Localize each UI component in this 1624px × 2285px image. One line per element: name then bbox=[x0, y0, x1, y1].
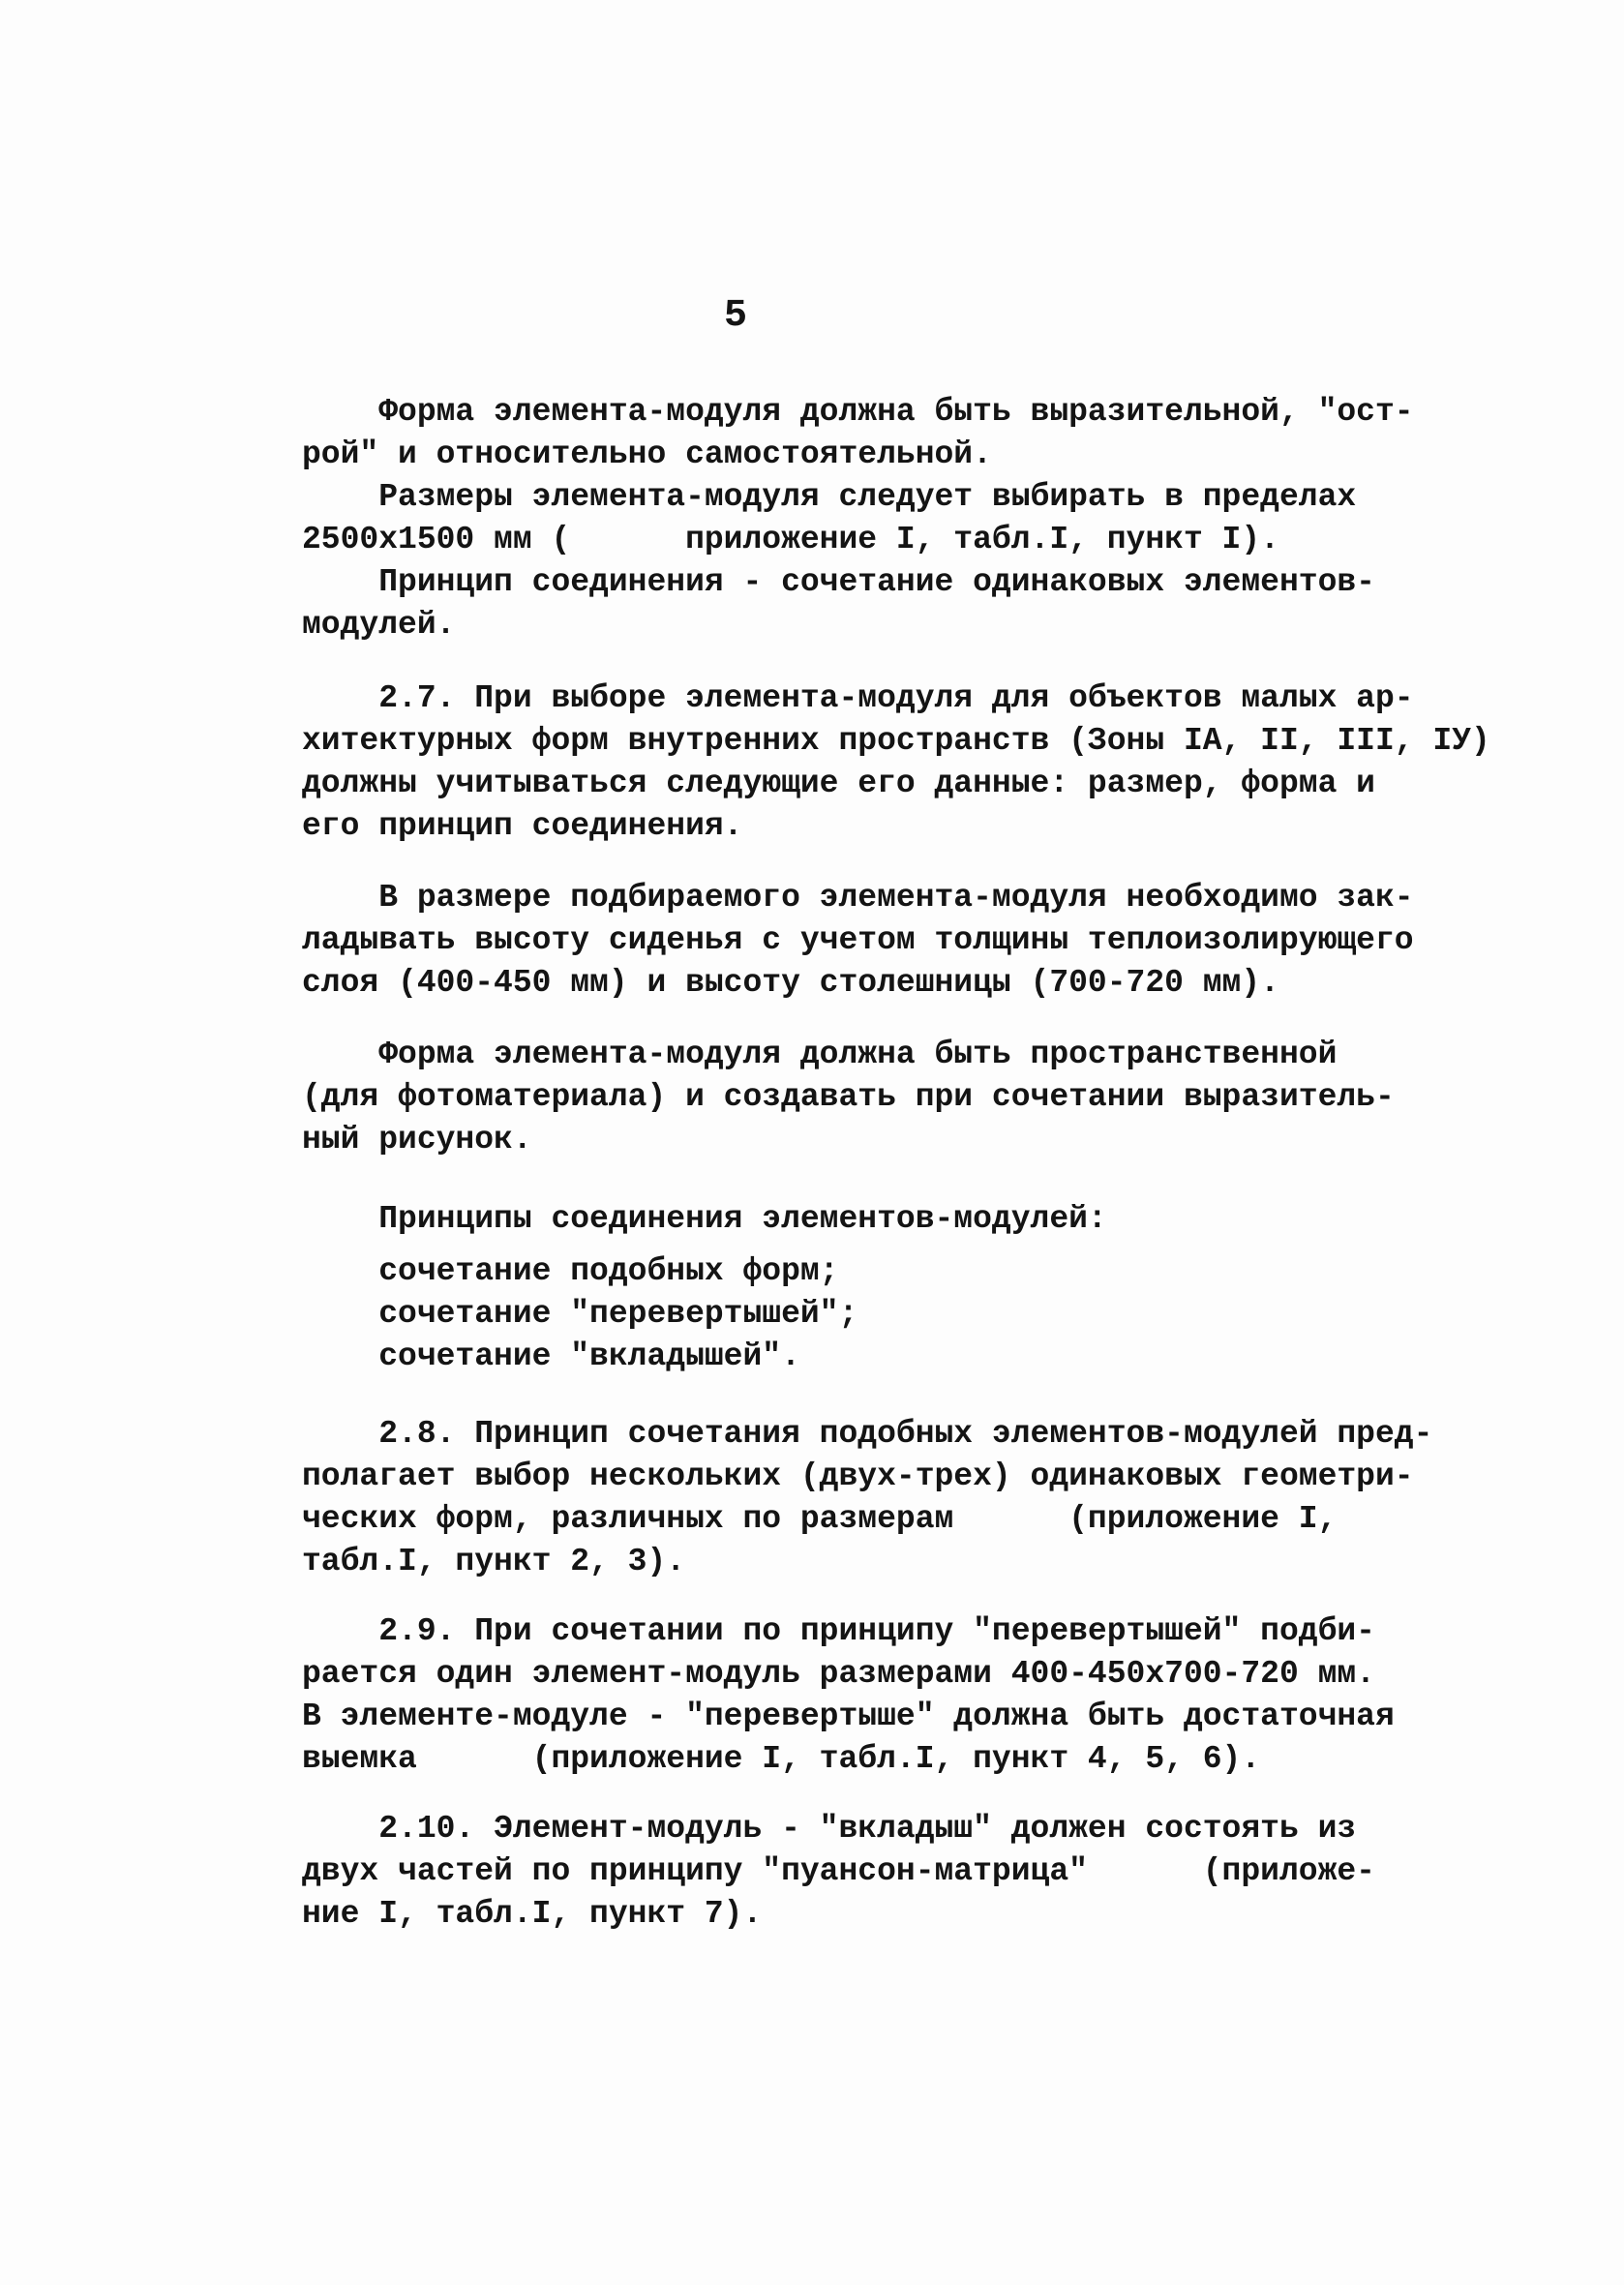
text-line: полагает выбор нескольких (двух-трех) одинаковых геометри- bbox=[302, 1458, 1414, 1494]
text-line: ладывать высоту сиденья с учетом толщины теплоизолирующего bbox=[302, 922, 1414, 958]
text-line: слоя (400-450 мм) и высоту столешницы (700-720 мм). bbox=[302, 965, 1279, 1001]
principles-list bbox=[302, 1250, 1328, 1378]
text-line: рается один элемент-модуль размерами 400-450х700-720 мм. bbox=[302, 1656, 1375, 1692]
paragraph-2-10 bbox=[302, 1808, 1375, 1936]
text-line: табл.I, пункт 2, 3). bbox=[302, 1544, 686, 1579]
text-line: ный рисунок. bbox=[302, 1122, 532, 1158]
text-line: В элементе-модуле - "перевертыше" должна быть достаточная bbox=[302, 1699, 1395, 1734]
text-line: его принцип соединения. bbox=[302, 808, 743, 844]
paragraph-2-9 bbox=[302, 1610, 1395, 1781]
paragraph-principles-heading bbox=[302, 1198, 1328, 1241]
text-line: модулей. bbox=[302, 607, 456, 643]
text-line: 2.9. При сочетании по принципу "перевертышей" подби- bbox=[302, 1613, 1375, 1649]
list-item: сочетание "перевертышей"; bbox=[302, 1296, 858, 1332]
text-line: Принципы соединения элементов-модулей: bbox=[302, 1201, 1107, 1237]
text-line: 2.7. При выборе элемента-модуля для объектов малых ар- bbox=[302, 680, 1414, 716]
paragraph-form-intro bbox=[302, 391, 1414, 646]
paragraph-size bbox=[302, 877, 1414, 1005]
text-line: ческих форм, различных по размерам (приложение I, bbox=[302, 1501, 1338, 1537]
text-line: Форма элемента-модуля должна быть пространственной bbox=[302, 1037, 1338, 1072]
text-line: 2.10. Элемент-модуль - "вкладыш" должен состоять из bbox=[302, 1811, 1357, 1847]
list-item: сочетание "вкладышей". bbox=[302, 1338, 800, 1374]
text-line: В размере подбираемого элемента-модуля необходимо зак- bbox=[302, 880, 1414, 916]
text-line: выемка (приложение I, табл.I, пункт 4, 5, 6). bbox=[302, 1741, 1261, 1777]
paragraph-2-7 bbox=[302, 677, 1490, 848]
text-line: Размеры элемента-модуля следует выбирать в пределах bbox=[302, 479, 1357, 515]
text-line: ние I, табл.I, пункт 7). bbox=[302, 1896, 763, 1932]
text-line: Форма элемента-модуля должна быть выразительной, "ост- bbox=[302, 394, 1414, 430]
paragraph-2-8 bbox=[302, 1413, 1433, 1583]
paragraph-shape bbox=[302, 1034, 1395, 1161]
page-number: 5 bbox=[723, 294, 747, 338]
list-item: сочетание подобных форм; bbox=[302, 1253, 839, 1289]
text-line: 2.8. Принцип сочетания подобных элементов-модулей пред- bbox=[302, 1416, 1433, 1452]
text-line: должны учитываться следующие его данные: размер, форма и bbox=[302, 766, 1375, 801]
text-line: рой" и относительно самостоятельной. bbox=[302, 436, 992, 472]
text-line: двух частей по принципу "пуансон-матрица" (приложе- bbox=[302, 1853, 1375, 1889]
text-line: (для фотоматериала) и создавать при сочетании выразитель- bbox=[302, 1079, 1395, 1115]
text-line: хитектурных форм внутренних пространств (Зоны IA, II, III, IУ) bbox=[302, 723, 1490, 759]
text-line: Принцип соединения - сочетание одинаковых элементов- bbox=[302, 564, 1375, 600]
text-line: 2500х1500 мм ( приложение I, табл.I, пункт I). bbox=[302, 522, 1279, 557]
